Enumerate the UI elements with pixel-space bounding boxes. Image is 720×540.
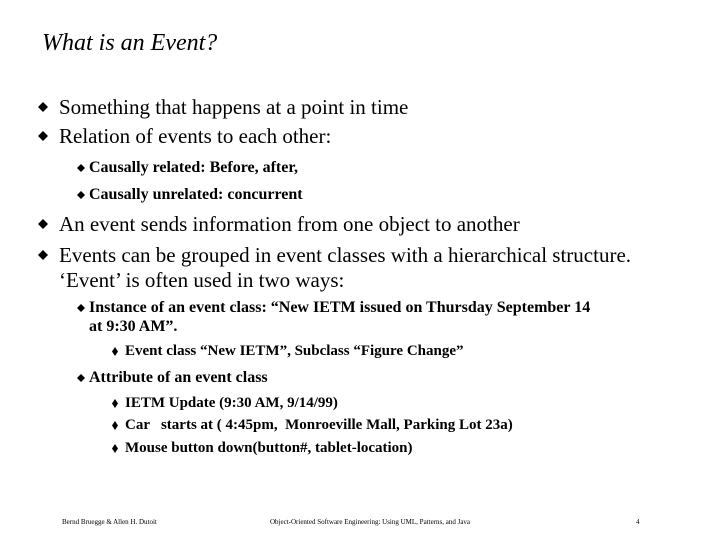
diamond-bullet-icon — [38, 219, 48, 229]
small-diamond-bullet-icon — [77, 191, 85, 199]
sub-sub-bullet-item — [112, 416, 672, 434]
bullet-text: An event sends information from one object to another — [59, 212, 520, 236]
sub-bullet-text: Instance of an event class: “New IETM issued on Thursday September 14 at 9:30 AM”. — [89, 299, 591, 335]
diamond-bullet-icon — [38, 131, 48, 141]
bullet-text: Events can be grouped in event classes with a hierarchical structure. ‘Event’ is often used in two ways: — [59, 243, 632, 292]
sub-sub-bullet-item — [112, 394, 672, 412]
tall-diamond-bullet-icon — [112, 347, 118, 356]
sub-sub-bullet-text: IETM Update (9:30 AM, 9/14/99) — [125, 395, 338, 411]
small-diamond-bullet-icon — [77, 164, 85, 172]
small-diamond-bullet-icon — [77, 374, 85, 382]
tall-diamond-bullet-icon — [112, 421, 118, 430]
bullet-item — [38, 95, 678, 120]
sub-bullet-item — [77, 298, 607, 336]
footer-authors: Bernd Bruegge & Allen H. Dutoit — [62, 518, 157, 526]
tall-diamond-bullet-icon — [112, 444, 118, 453]
sub-sub-bullet-text: Mouse button down(button#, tablet-location) — [125, 440, 413, 456]
bullet-item — [38, 212, 678, 237]
sub-sub-bullet-item — [112, 342, 672, 360]
sub-sub-bullet-text: Car starts at ( 4:45pm, Monroeville Mall, Parking Lot 23a) — [125, 417, 513, 433]
bullet-text: Something that happens at a point in time — [59, 95, 409, 119]
footer-page-number: 4 — [636, 518, 640, 526]
sub-bullet-item — [77, 185, 677, 204]
small-diamond-bullet-icon — [77, 304, 85, 312]
footer-book-title: Object-Oriented Software Engineering: Using UML, Patterns, and Java — [270, 518, 471, 526]
tall-diamond-bullet-icon — [112, 399, 118, 408]
diamond-bullet-icon — [38, 250, 48, 260]
sub-sub-bullet-text: Event class “New IETM”, Subclass “Figure Change” — [125, 343, 464, 359]
sub-bullet-text: Causally related: Before, after, — [89, 159, 298, 176]
diamond-bullet-icon — [38, 102, 48, 112]
sub-bullet-item — [77, 368, 677, 387]
sub-sub-bullet-item — [112, 439, 672, 457]
sub-bullet-text: Attribute of an event class — [89, 369, 268, 386]
slide-title: What is an Event? — [42, 30, 218, 56]
bullet-text: Relation of events to each other: — [59, 124, 332, 148]
sub-bullet-item — [77, 158, 677, 177]
sub-bullet-text: Causally unrelated: concurrent — [89, 186, 303, 203]
bullet-item — [38, 124, 678, 149]
bullet-item — [38, 243, 638, 293]
